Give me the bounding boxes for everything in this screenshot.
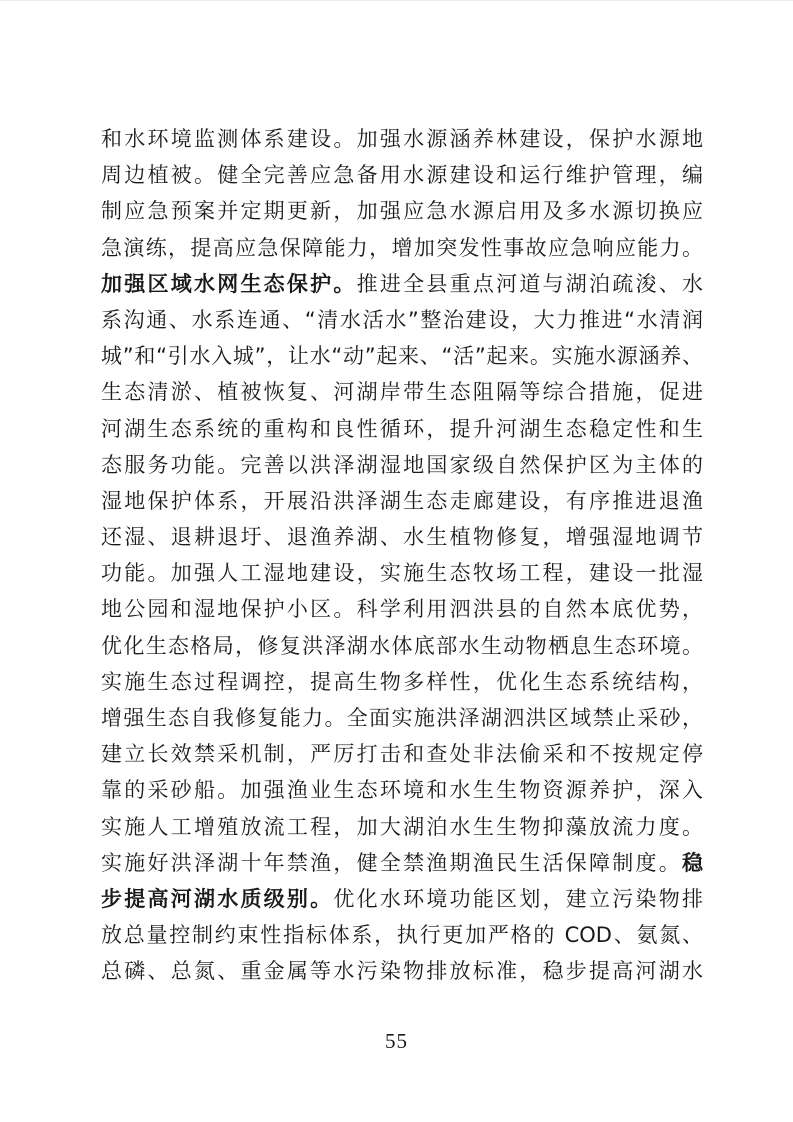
page-number: 55: [385, 1029, 408, 1053]
text-line: [101, 736, 703, 772]
text-line: [101, 157, 703, 193]
text-line: [101, 374, 703, 410]
page-footer: [0, 1029, 793, 1054]
text-line: [101, 302, 703, 338]
text-segment: 优化生态格局，修复洪泽湖水体底部水生动物栖息生态环境。: [101, 633, 703, 658]
text-line: [101, 338, 703, 374]
text-segment: 城”和“引水入城”，让水“动”起来、“活”起来。实施水源涵养、: [101, 344, 703, 369]
text-segment: 功能。加强人工湿地建设，实施生态牧场工程，建设一批湿: [101, 561, 703, 586]
text-segment: 还湿、退耕退圩、退渔养湖、水生植物修复，增强湿地调节: [101, 525, 703, 550]
text-line: [101, 881, 703, 917]
text-line: [101, 230, 703, 266]
text-line: [101, 772, 703, 808]
text-segment: 系沟通、水系连通、“清水活水”整治建设，大力推进“水清润: [101, 307, 703, 332]
text-segment: 实施人工增殖放流工程，加大湖泊水生生物抑藻放流力度。: [101, 814, 703, 839]
text-line: [101, 700, 703, 736]
text-segment: 推进全县重点河道与湖泊疏浚、水: [356, 271, 703, 296]
text-line: [101, 953, 703, 989]
text-segment: 河湖生态系统的重构和良性循环，提升河湖生态稳定性和生: [101, 416, 703, 441]
text-line: [101, 809, 703, 845]
document-text-block: [101, 121, 703, 990]
text-segment: 放总量控制约束性指标体系，执行更加严格的 COD、氨氮、: [101, 923, 703, 948]
text-segment: 优化水环境功能区划，建立污染物排: [333, 886, 703, 911]
text-segment: 急演练，提高应急保障能力，增加突发性事故应急响应能力。: [101, 235, 703, 260]
text-segment: 总磷、总氮、重金属等水污染物排放标准，稳步提高河湖水: [101, 959, 703, 984]
text-line: [101, 917, 703, 953]
text-segment: 生态清淤、植被恢复、河湖岸带生态阻隔等综合措施，促进: [101, 380, 703, 405]
bold-heading-segment: 稳: [682, 850, 703, 875]
text-segment: 实施好洪泽湖十年禁渔，健全禁渔期渔民生活保障制度。: [101, 850, 682, 875]
text-segment: 湿地保护体系，开展沿洪泽湖生态走廊建设，有序推进退渔: [101, 488, 703, 513]
text-line: [101, 555, 703, 591]
text-segment: 建立长效禁采机制，严厉打击和查处非法偷采和不按规定停: [101, 742, 703, 767]
text-line: [101, 121, 703, 157]
text-segment: 靠的采砂船。加强渔业生态环境和水生生物资源养护，深入: [101, 778, 703, 803]
text-line: [101, 483, 703, 519]
text-segment: 增强生态自我修复能力。全面实施洪泽湖泗洪区域禁止采砂，: [101, 706, 703, 730]
text-line: [101, 591, 703, 627]
text-line: [101, 193, 703, 229]
text-segment: 和水环境监测体系建设。加强水源涵养林建设，保护水源地: [101, 127, 703, 151]
text-segment: 地公园和湿地保护小区。科学利用泗洪县的自然本底优势，: [101, 597, 703, 622]
text-line: [101, 628, 703, 664]
text-line: [101, 411, 703, 447]
text-segment: 实施生态过程调控，提高生物多样性，优化生态系统结构，: [101, 669, 703, 694]
text-line: [101, 447, 703, 483]
text-line: [101, 845, 703, 881]
text-line: [101, 266, 703, 302]
text-segment: 制应急预案并定期更新，加强应急水源启用及多水源切换应: [101, 199, 703, 224]
text-segment: 态服务功能。完善以洪泽湖湿地国家级自然保护区为主体的: [101, 452, 703, 477]
bold-heading-segment: 步提高河湖水质级别。: [101, 886, 334, 911]
text-line: [101, 664, 703, 700]
text-segment: 周边植被。健全完善应急备用水源建设和运行维护管理，编: [101, 163, 703, 188]
bold-heading-segment: 加强区域水网生态保护。: [101, 271, 357, 296]
text-line: [101, 519, 703, 555]
